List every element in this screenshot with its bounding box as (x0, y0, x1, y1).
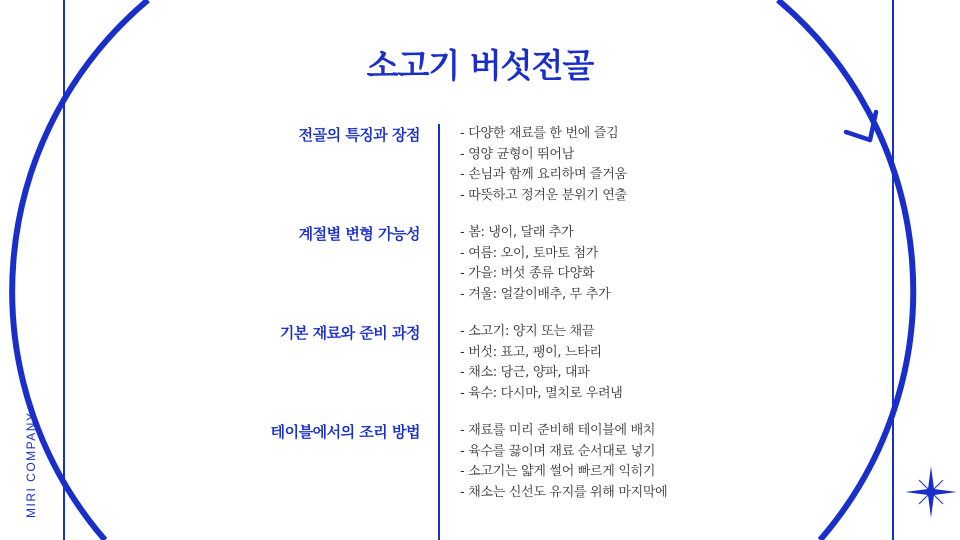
list-item: - 봄: 냉이, 달래 추가 (460, 225, 574, 240)
four-point-star-icon (905, 466, 957, 518)
section-heading: 테이블에서의 조리 방법 (270, 423, 420, 441)
list-item: - 영양 균형이 뛰어남 (460, 146, 574, 162)
page-title: 소고기 버섯전골 (366, 46, 594, 85)
list-item: - 소고기: 양지 또는 채끝 (460, 324, 595, 339)
list-item: - 육수를 끓이며 재료 순서대로 넣기 (460, 443, 656, 459)
list-item: - 재료를 미리 준비해 테이블에 배치 (460, 423, 656, 438)
bullet-list (460, 223, 610, 305)
list-item: - 소고기는 얇게 썰어 빠르게 익히기 (460, 464, 656, 479)
brand-label: MIRI COMPANY (24, 411, 38, 518)
section-heading: 기본 재료와 준비 과정 (279, 324, 420, 342)
list-item: - 따뜻하고 정겨운 분위기 연출 (460, 187, 627, 203)
list-item: - 채소: 당근, 양파, 대파 (460, 365, 590, 380)
list-item: - 여름: 오이, 토마토 첨가 (460, 245, 598, 261)
list-item: - 다양한 재료를 한 번에 즐김 (460, 126, 619, 141)
section-heading: 계절별 변형 가능성 (298, 225, 420, 243)
list-item: - 육수: 다시마, 멸치로 우려냄 (460, 385, 623, 401)
list-item: - 채소는 신선도 유지를 위해 마지막에 (460, 484, 668, 500)
section-heading: 전골의 특징과 장점 (298, 126, 420, 144)
list-item: - 손님과 함께 요리하며 즐거움 (460, 167, 627, 182)
bullet-list (460, 124, 627, 206)
bullet-list (460, 322, 622, 404)
list-item: - 가을: 버섯 종류 다양화 (460, 266, 595, 281)
center-divider (438, 124, 440, 540)
list-item: - 버섯: 표고, 팽이, 느타리 (460, 344, 602, 360)
list-item: - 겨울: 얼갈이배추, 무 추가 (460, 286, 611, 302)
bullet-list (460, 421, 667, 503)
